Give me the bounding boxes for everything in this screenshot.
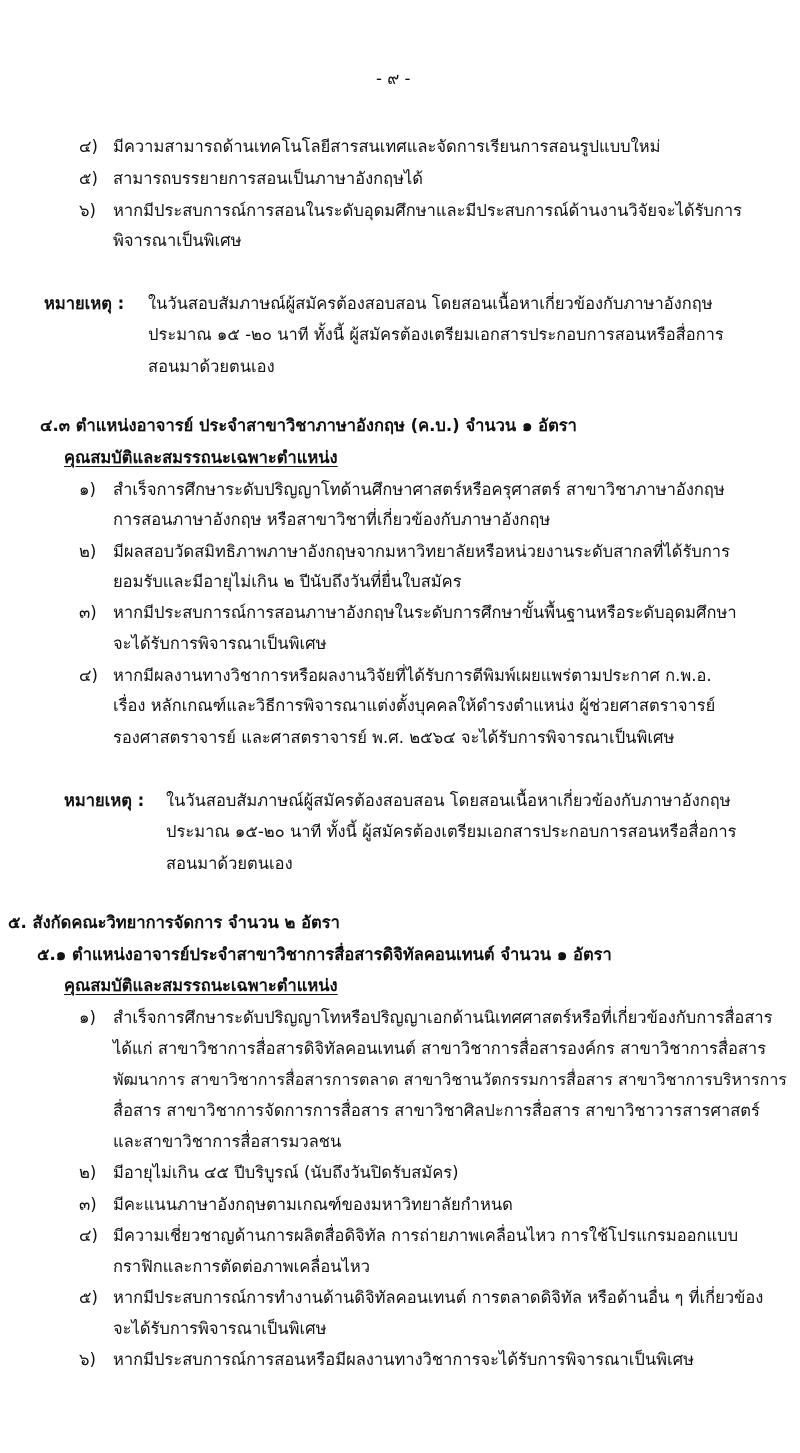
note-text: ประมาณ ๑๕ -๒๐ นาที ทั้งนี้ ผู้สมัครต้องเตรียมเอกสารประกอบการสอนหรือสื่อการ xyxy=(148,325,724,344)
list-item: สำเร็จการศึกษาระดับปริญญาโทหรือปริญญาเอกด้านนิเทศศาสตร์หรือที่เกี่ยวข้องกับการสื่อสาร xyxy=(113,1008,773,1027)
list-item: มีอายุไม่เกิน ๔๕ ปีบริบูรณ์ (นับถึงวันปิดรับสมัคร) xyxy=(113,1163,459,1182)
list-item-continuation: สื่อสาร สาขาวิชาการจัดการการสื่อสาร สาขาวิชาศิลปะการสื่อสาร สาขาวิชาวารสารศาสตร์ xyxy=(113,1101,760,1120)
list-number: ๕) xyxy=(79,169,98,188)
list-item-continuation: กราฟิกและการตัดต่อภาพเคลื่อนไหว xyxy=(113,1257,371,1276)
note-text: ประมาณ ๑๕-๒๐ นาที ทั้งนี้ ผู้สมัครต้องเตรียมเอกสารประกอบการสอนหรือสื่อการ xyxy=(166,822,737,841)
list-number: ๖) xyxy=(79,201,96,220)
list-number: ๖) xyxy=(79,1350,96,1369)
list-item: มีความสามารถด้านเทคโนโลยีสารสนเทศและจัดการเรียนการสอนรูปแบบใหม่ xyxy=(113,137,661,156)
list-number: ๓) xyxy=(79,603,97,622)
list-item: หากมีประสบการณ์การสอนในระดับอุดมศึกษาและมีประสบการณ์ด้านงานวิจัยจะได้รับการ xyxy=(113,201,743,220)
note-text: ในวันสอบสัมภาษณ์ผู้สมัครต้องสอบสอน โดยสอนเนื้อหาเกี่ยวข้องกับภาษาอังกฤษ xyxy=(148,294,713,313)
list-item: มีความเชี่ยวชาญด้านการผลิตสื่อดิจิทัล การถ่ายภาพเคลื่อนไหว การใช้โปรแกรมออกแบบ xyxy=(113,1226,739,1245)
note-text: สอนมาด้วยตนเอง xyxy=(148,357,275,376)
list-item-continuation: จะได้รับการพิจารณาเป็นพิเศษ xyxy=(113,634,327,653)
list-item-continuation: และสาขาวิชาการสื่อสารมวลชน xyxy=(113,1132,342,1151)
list-number: ๒) xyxy=(79,542,97,561)
list-number: ๒) xyxy=(79,1163,97,1182)
list-item-continuation: จะได้รับการพิจารณาเป็นพิเศษ xyxy=(113,1319,327,1338)
list-number: ๑) xyxy=(79,1008,96,1027)
list-item-continuation: ได้แก่ สาขาวิชาการสื่อสารดิจิทัลคอนเทนต์ สาขาวิชาการสื่อสารองค์กร สาขาวิชาการสื่อสาร xyxy=(113,1039,767,1058)
list-item-continuation: การสอนภาษาอังกฤษ หรือสาขาวิชาที่เกี่ยวข้องกับภาษาอังกฤษ xyxy=(113,510,551,529)
note-text: ในวันสอบสัมภาษณ์ผู้สมัครต้องสอบสอน โดยสอนเนื้อหาเกี่ยวข้องกับภาษาอังกฤษ xyxy=(166,791,731,810)
section-heading: ๕.๑ ตำแหน่งอาจารย์ประจำสาขาวิชาการสื่อสารดิจิทัลคอนเทนต์ จำนวน ๑ อัตรา xyxy=(37,945,612,964)
list-item-continuation: เรื่อง หลักเกณฑ์และวิธีการพิจารณาแต่งตั้งบุคคลให้ดำรงตำแหน่ง ผู้ช่วยศาสตราจารย์ xyxy=(113,696,716,715)
section-heading: ๕. สังกัดคณะวิทยาการจัดการ จำนวน ๒ อัตรา xyxy=(8,913,340,932)
list-item: มีผลสอบวัดสมิทธิภาพภาษาอังกฤษจากมหาวิทยาลัยหรือหน่วยงานระดับสากลที่ได้รับการ xyxy=(113,542,730,561)
list-number: ๔) xyxy=(79,666,98,685)
list-item: มีคะแนนภาษาอังกฤษตามเกณฑ์ของมหาวิทยาลัยกำหนด xyxy=(113,1195,513,1214)
list-item-continuation: พัฒนาการ สาขาวิชาการสื่อสารการตลาด สาขาวิชานวัตกรรมการสื่อสาร สาขาวิชาการบริหารการ xyxy=(113,1070,787,1089)
list-item-continuation: รองศาสตราจารย์ และศาสตราจารย์ พ.ศ. ๒๕๖๔ จะได้รับการพิจารณาเป็นพิเศษ xyxy=(113,728,675,747)
note-label: หมายเหตุ : xyxy=(64,791,145,810)
note-text: สอนมาด้วยตนเอง xyxy=(166,854,293,873)
note-label: หมายเหตุ : xyxy=(44,294,125,313)
section-heading: ๔.๓ ตำแหน่งอาจารย์ ประจำสาขาวิชาภาษาอังกฤษ (ค.บ.) จำนวน ๑ อัตรา xyxy=(40,416,577,435)
list-number: ๕) xyxy=(79,1288,98,1307)
section-subheading: คุณสมบัติและสมรรถนะเฉพาะตำแหน่ง xyxy=(64,448,338,467)
list-item: หากมีประสบการณ์การสอนภาษาอังกฤษในระดับการศึกษาขั้นพื้นฐานหรือระดับอุดมศึกษา xyxy=(113,603,737,622)
list-item-continuation: พิจารณาเป็นพิเศษ xyxy=(113,231,242,250)
page-number: - ๙ - xyxy=(376,69,411,88)
list-number: ๔) xyxy=(79,137,98,156)
list-item: หากมีผลงานทางวิชาการหรือผลงานวิจัยที่ได้รับการตีพิมพ์เผยแพร่ตามประกาศ ก.พ.อ. xyxy=(113,666,712,685)
list-number: ๑) xyxy=(79,480,96,499)
list-number: ๓) xyxy=(79,1195,97,1214)
list-item: สำเร็จการศึกษาระดับปริญญาโทด้านศึกษาศาสตร์หรือครุศาสตร์ สาขาวิชาภาษาอังกฤษ xyxy=(113,480,725,499)
list-item-continuation: ยอมรับและมีอายุไม่เกิน ๒ ปีนับถึงวันที่ยื่นใบสมัคร xyxy=(113,572,462,591)
list-number: ๔) xyxy=(79,1226,98,1245)
list-item: หากมีประสบการณ์การทำงานด้านดิจิทัลคอนเทนต์ การตลาดดิจิทัล หรือด้านอื่น ๆ ที่เกี่ยวข้อง xyxy=(113,1288,764,1307)
section-subheading: คุณสมบัติและสมรรถนะเฉพาะตำแหน่ง xyxy=(64,976,338,995)
list-item: หากมีประสบการณ์การสอนหรือมีผลงานทางวิชาการจะได้รับการพิจารณาเป็นพิเศษ xyxy=(113,1350,695,1369)
list-item: สามารถบรรยายการสอนเป็นภาษาอังกฤษได้ xyxy=(113,169,424,188)
